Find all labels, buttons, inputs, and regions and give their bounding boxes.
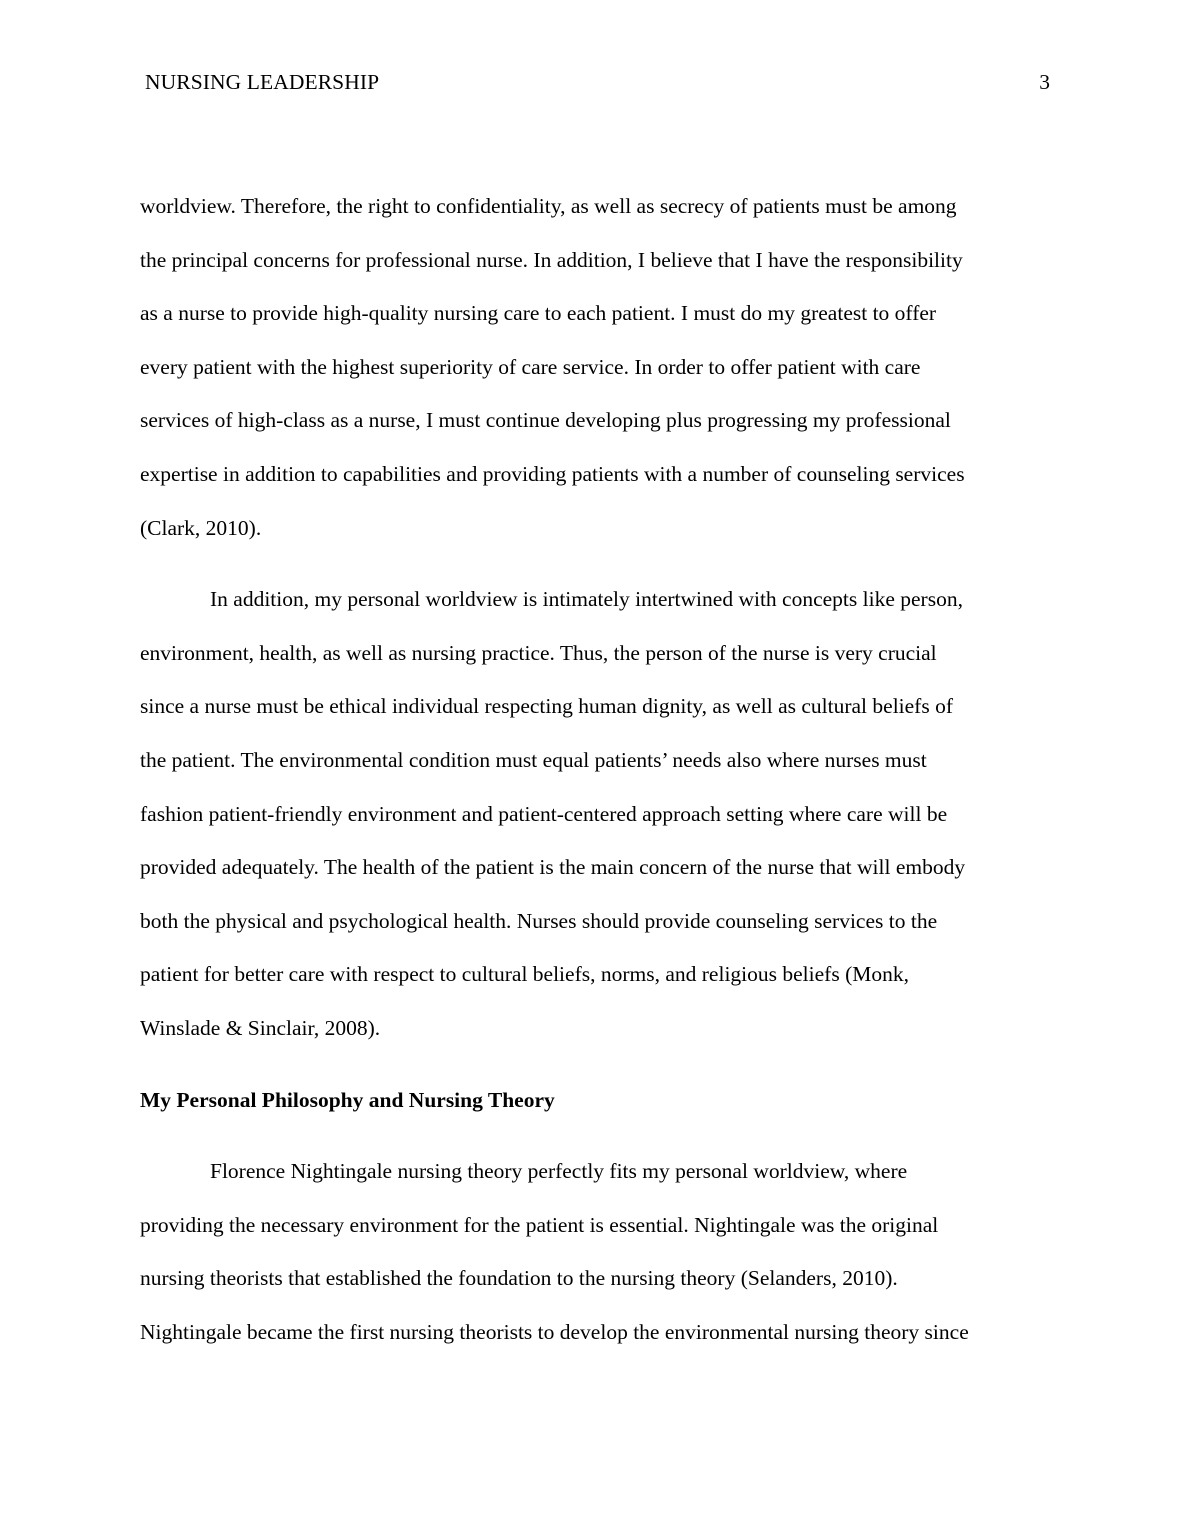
text-line: (Clark, 2010).: [140, 515, 262, 540]
text-line: nursing theorists that established the foundation to the nursing theory (Selanders, 2010).: [140, 1266, 898, 1291]
paragraph-spacer: [140, 1127, 1050, 1145]
text-line: both the physical and psychological health. Nurses should provide counseling services to the: [140, 908, 938, 933]
text-line: every patient with the highest superiority of care service. In order to offer patient with care: [140, 354, 921, 379]
section-heading: My Personal Philosophy and Nursing Theory: [140, 1087, 555, 1112]
text-line: Nightingale became the first nursing theorists to develop the environmental nursing theory since: [140, 1319, 969, 1344]
text-line: providing the necessary environment for the patient is essential. Nightingale was the original: [140, 1212, 939, 1237]
text-line: worldview. Therefore, the right to confidentiality, as well as secrecy of patients must be among: [140, 194, 957, 218]
paragraph-2: [140, 573, 1050, 1055]
document-body: [140, 180, 1050, 1359]
text-line: as a nurse to provide high-quality nursing care to each patient. I must do my greatest to offer: [140, 301, 937, 326]
running-head: NURSING LEADERSHIP: [145, 70, 380, 94]
page-number: 3: [1039, 70, 1050, 94]
text-line: fashion patient-friendly environment and patient-centered approach setting where care will be: [140, 801, 948, 826]
paragraph-3: [140, 1145, 1050, 1359]
text-line: since a nurse must be ethical individual respecting human dignity, as well as cultural beliefs of: [140, 694, 953, 719]
text-line: Winslade & Sinclair, 2008).: [140, 1015, 381, 1040]
text-line: environment, health, as well as nursing practice. Thus, the person of the nurse is very crucial: [140, 640, 937, 665]
paragraph-1: [140, 180, 1050, 555]
text-line: expertise in addition to capabilities and providing patients with a number of counseling services: [140, 461, 965, 486]
text-line: Florence Nightingale nursing theory perfectly fits my personal worldview, where: [210, 1159, 908, 1184]
text-line: provided adequately. The health of the patient is the main concern of the nurse that will embody: [140, 855, 966, 880]
paragraph-spacer: [140, 555, 1050, 573]
text-line: services of high-class as a nurse, I must continue developing plus progressing my professional: [140, 408, 951, 433]
text-line: the patient. The environmental condition must equal patients’ needs also where nurses must: [140, 747, 927, 772]
text-line: In addition, my personal worldview is intimately intertwined with concepts like person,: [210, 587, 963, 612]
paragraph-spacer: [140, 1056, 1050, 1074]
text-line: patient for better care with respect to cultural beliefs, norms, and religious beliefs (Monk,: [140, 962, 909, 987]
text-line: the principal concerns for professional nurse. In addition, I believe that I have the responsibility: [140, 247, 963, 272]
